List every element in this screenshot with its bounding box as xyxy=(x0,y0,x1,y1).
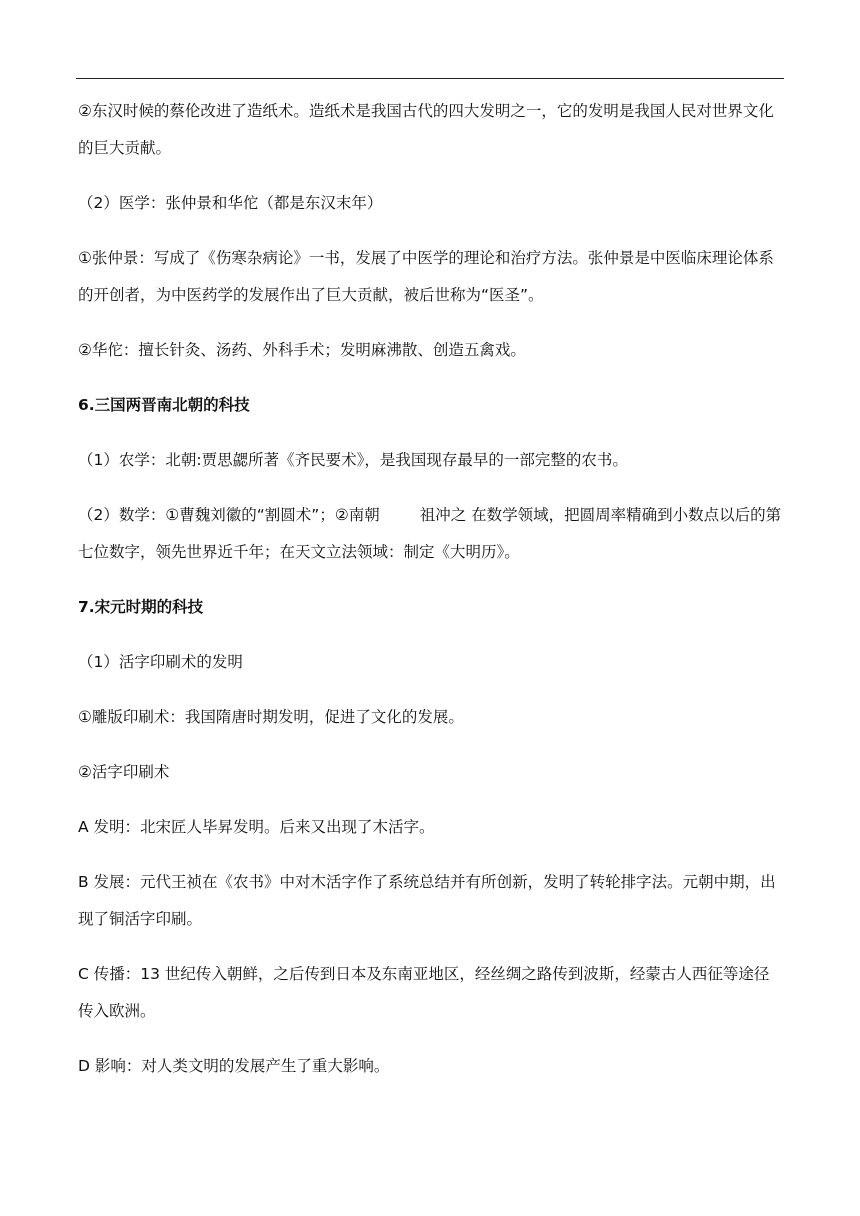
paragraph-printing-heading: （1）活字印刷术的发明 xyxy=(78,653,243,671)
paragraph-mathematics xyxy=(78,497,784,571)
header-rule xyxy=(76,78,784,79)
paragraph-mathematics-part2: 祖冲之 在数学领域，把圆周率精确到小数点以后的第七位数字，领先世界近千年；在天文立法领域：制定《大明历》。 xyxy=(78,506,782,561)
section-heading-6: 6.三国两晋南北朝的科技 xyxy=(78,396,250,414)
document-body xyxy=(78,93,784,1103)
paragraph-cai-lun: ②东汉时候的蔡伦改进了造纸术。造纸术是我国古代的四大发明之一，它的发明是我国人民对世界文化的巨大贡献。 xyxy=(78,102,774,157)
paragraph-invention: A 发明：北宋匠人毕昇发明。后来又出现了木活字。 xyxy=(78,818,435,836)
section-heading-7: 7.宋元时期的科技 xyxy=(78,598,204,616)
paragraph-woodblock: ①雕版印刷术：我国隋唐时期发明，促进了文化的发展。 xyxy=(78,708,464,726)
paragraph-medicine-heading: （2）医学：张仲景和华佗（都是东汉末年） xyxy=(78,194,383,212)
paragraph-spread: C 传播：13 世纪传入朝鲜，之后传到日本及东南亚地区，经丝绸之路传到波斯，经蒙古人西征等途径传入欧洲。 xyxy=(78,965,770,1020)
paragraph-hua-tuo: ②华佗：擅长针灸、汤药、外科手术；发明麻沸散、创造五禽戏。 xyxy=(78,341,526,359)
paragraph-development: B 发展：元代王祯在《农书》中对木活字作了系统总结并有所创新，发明了转轮排字法。元朝中期，出现了铜活字印刷。 xyxy=(78,873,776,928)
paragraph-movable-type: ②活字印刷术 xyxy=(78,763,170,781)
paragraph-zhang-zhongjing: ①张仲景：写成了《伤寒杂病论》一书，发展了中医学的理论和治疗方法。张仲景是中医临床理论体系的开创者，为中医药学的发展作出了巨大贡献，被后世称为“医圣”。 xyxy=(78,249,774,304)
paragraph-agriculture: （1）农学：北朝:贾思勰所著《齐民要术》，是我国现存最早的一部完整的农书。 xyxy=(78,451,628,469)
paragraph-influence: D 影响：对人类文明的发展产生了重大影响。 xyxy=(78,1057,390,1075)
paragraph-mathematics-part1: （2）数学：①曹魏刘徽的“割圆术”；②南朝 xyxy=(78,506,380,524)
